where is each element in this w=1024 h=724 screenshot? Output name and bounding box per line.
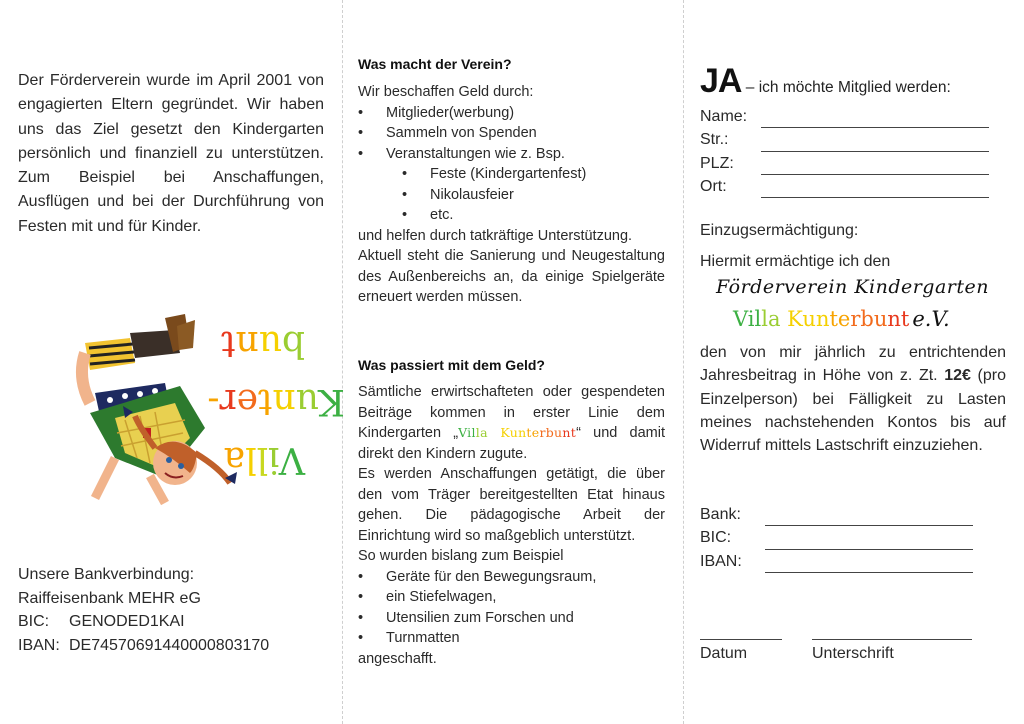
brand-letter: r [539,425,546,440]
bullet-icon: • [358,589,364,605]
brand-letter: t [570,425,577,440]
iban-label: IBAN: [18,636,60,654]
ja-label: JA [700,62,742,100]
list-item: • Sammeln von Spenden [358,123,665,144]
list-item: • Turnmatten [358,628,665,649]
bank-details [18,563,269,657]
brand-letter: u [509,425,519,440]
signature-field[interactable] [812,639,972,640]
bullet-icon: • [358,145,364,162]
brand-letter: n [562,425,571,440]
brand-letter: l [754,307,762,331]
bank-heading: Unsere Bankverbindung: [18,566,195,583]
bullet-icon: • [358,609,364,626]
brand-letter: l [471,425,476,440]
list-item: • ein Stiefelwagen, [358,587,665,608]
bic-label: BIC: [18,613,50,630]
brand-letter: n [518,425,527,440]
brand-letter: a [767,307,781,331]
section-geld-para1: Sämtliche erwirtschafteten oder gespendeten Beiträge kommen in erster Linie dem Kindergarten „Villa Kunterbunt“ und damit direkt den Kindern zugute. [358,384,665,462]
list-item: • Geräte für den Bewegungsraum, [358,567,665,588]
brand-letter: u [802,307,816,331]
intro-text: Der Förderverein wurde im April 2001 von engagierten Eltern gegründet. Wir haben uns das Ziel gesetzt den Kindergarten persönlich und finanziell zu unterstützen. Zum Beispiel bei Anschaffungen, Ausflügen und bei der Durchführung von Festen mit und für Kinder. [18,72,324,235]
member-form [700,105,989,198]
plz-field[interactable] [761,159,989,175]
brand-letter: u [554,425,563,440]
date-label: Datum [700,645,748,662]
section-verein-body [358,82,665,308]
ja-text: – ich möchte Mitglied werden: [745,79,951,96]
bank-form [700,503,973,573]
brand-letter: i [747,307,755,331]
sub-list-item: • etc. [358,205,665,226]
list-item: • Mitglieder(werbung) [358,103,665,124]
brand-letter: r [850,307,861,331]
bullet-icon: • [358,568,364,585]
section-verein-lead: Wir beschaffen Geld durch: [358,84,534,100]
section-title-geld: Was passiert mit dem Geld? [358,357,545,373]
section-geld-closing: angeschafft. [358,650,437,667]
fee-amount: 12€ [944,367,971,385]
brand-letter: l [475,425,481,440]
direct-debit-label: Einzugsermächtigung: [700,222,859,239]
signature-label: Unterschrift [812,645,894,662]
city-field[interactable] [761,182,989,198]
list-item: • Veranstaltungen wie z. Bsp. [358,144,665,165]
brand-letter: e [531,425,540,440]
brand-letter: a [480,425,488,440]
section-verein-after-1: und helfen durch tatkräftige Unterstützung. [358,227,633,244]
panel-middle [343,0,683,724]
brand-letter: V [733,307,748,331]
section-title-verein: Was macht der Verein? [358,56,512,72]
bank-name: Raiffeisenbank MEHR eG [18,589,201,607]
authorization-text: den von mir jährlich zu entrichtenden Jahresbeitrag in Höhe von z. Zt. 12€ (pro Einzelperson) bei Fälligkeit zu Lasten meines nachstehenden Kontos bis auf Widerruf mittels Lastschrift einzuziehen. [700,344,1006,455]
bullet-icon: • [358,104,364,121]
brand-letter: t [829,307,838,331]
sub-list-item: • Nikolausfeier [358,185,665,206]
iban-field[interactable] [765,557,973,573]
iban-row [18,634,269,658]
list-item: • Utensilien zum Forschen und [358,608,665,629]
org-name-line: Förderverein Kindergarten [716,276,989,298]
section-geld-para3: So wurden bislang zum Beispiel [358,548,564,564]
sub-list-item: • Feste (Kindergartenfest) [358,164,665,185]
logo-text-upside-down [207,323,345,480]
logo-text-kunter: Kunter- [207,381,345,422]
name-field[interactable] [761,112,989,128]
org-suffix: e.V. [912,307,950,331]
form-row-street: Str.: [700,128,989,151]
logo-text-villa: Villa [223,439,305,480]
org-brand-line [733,307,950,331]
brand-letter: i [467,425,472,440]
brand-letter: b [545,425,555,440]
bic-value: GENODED1KAI [69,613,185,630]
section-geld-body [358,382,665,669]
bullet-icon: • [358,630,364,646]
bank-field[interactable] [765,510,973,526]
brand-letter: e [837,307,851,331]
form-row-city: Ort: [700,175,989,198]
bullet-icon: • [358,125,364,141]
brand-letter: b [860,307,874,331]
brand-letter: n [887,307,901,331]
villa-kunterbunt-inline-brand [458,425,576,440]
panel-right [684,0,1024,724]
date-field[interactable] [700,639,782,640]
brand-letter: l [761,307,768,331]
form-row-name: Name: [700,105,989,128]
bic-field[interactable] [765,534,973,550]
brand-letter: K [787,307,803,331]
form-row-bank: Bank: [700,503,973,526]
logo-text-bunt: bunt [221,323,305,364]
brand-letter: V [458,425,468,440]
street-field[interactable] [761,136,989,152]
villa-kunterbunt-logo [55,308,345,518]
villa-kunterbunt-brand [733,307,909,331]
brand-letter [488,425,500,440]
bullet-icon: • [402,186,408,203]
section-verein-after-2: Aktuell steht die Sanierung und Neugestaltung des Außenbereichs an, da einige Spielgeräte erneuert werden müssen. [358,248,665,305]
authorization-intro: Hiermit ermächtige ich den [700,253,891,270]
section-geld-para2: Es werden Anschaffungen getätigt, die über den vom Träger bereitgestellten Etat hinaus gehen. Die pädagogische Arbeit der Einrichtung wird so maßgeblich unterstützt. [358,466,665,544]
bullet-icon: • [402,207,408,223]
form-row-iban: IBAN: [700,550,973,573]
bic-row [18,610,269,634]
brand-letter: K [500,425,510,440]
brand-letter: n [815,307,830,331]
iban-value: DE74570691440000803170 [69,636,270,654]
bullet-icon: • [402,166,408,182]
brand-letter: u [873,307,888,331]
brand-letter: t [526,425,532,440]
form-row-bic: BIC: [700,526,973,549]
membership-heading [700,62,951,101]
brand-letter: t [900,307,910,331]
form-row-plz: PLZ: [700,152,989,175]
panel-left [0,0,345,724]
signature-area [700,625,980,665]
